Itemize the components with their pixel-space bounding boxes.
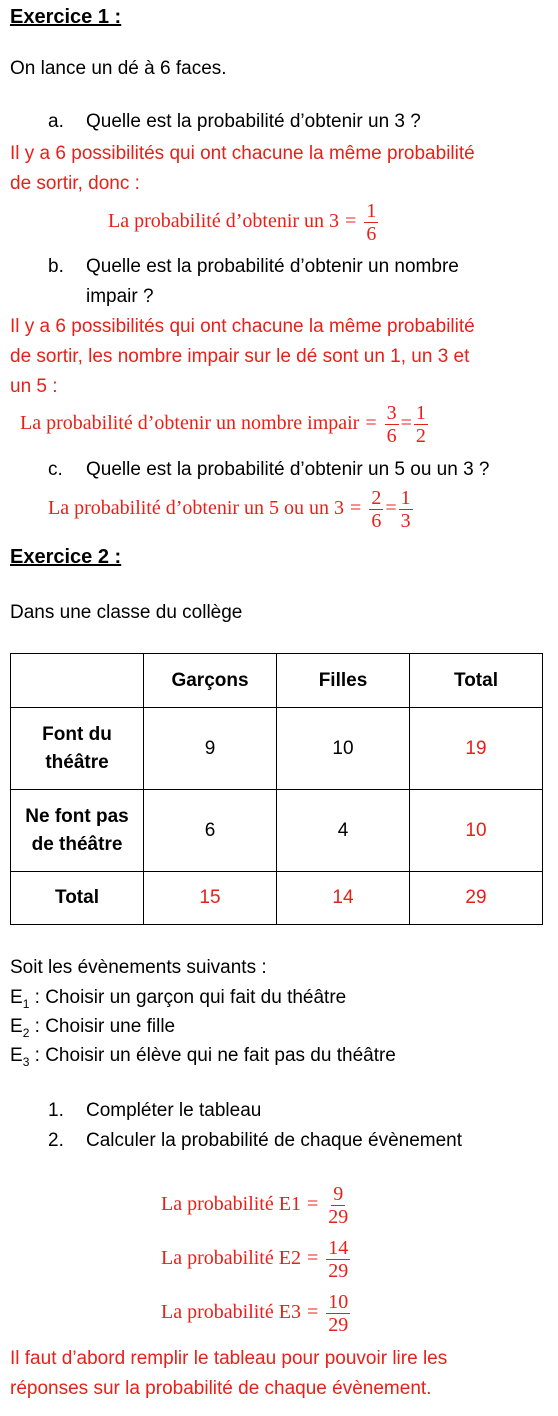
question-a-letter: a. — [48, 111, 64, 132]
event-3: $E_3$ : Choisir un élève qui ne fait pas du théâtre — [10, 1045, 396, 1069]
exercise-2-title: Exercice 2 : — [10, 546, 122, 568]
table-total-row — [11, 872, 543, 925]
answer-b-line2: de sortir, les nombre impair sur le dé sont un 1, un 3 et — [10, 346, 470, 367]
exercise-2-intro: Dans une classe du collège — [10, 602, 243, 623]
probability-e2: La probabilité E2 = $\frac{14}{29}$ — [161, 1237, 349, 1282]
table-header-cell: Garçons — [144, 654, 277, 708]
table-cell: 14 — [277, 872, 410, 925]
exercise-1-intro: On lance un dé à 6 faces. — [10, 58, 227, 79]
table-cell: 10 — [277, 708, 410, 790]
table-cell: 9 — [144, 708, 277, 790]
equation-b: La probabilité d’obtenir un nombre impair = $\frac{3}{6}$ = $\frac{1}{2}$ — [20, 402, 426, 447]
answer-b-line1: Il y a 6 possibilités qui ont chacune la même probabilité — [10, 316, 475, 337]
probability-e1: La probabilité E1 = $\frac{9}{29}$ — [161, 1183, 349, 1228]
question-a: Quelle est la probabilité d’obtenir un 3 ? — [86, 111, 421, 132]
events-intro: Soit les évènements suivants : — [10, 957, 267, 978]
question-c-letter: c. — [48, 459, 63, 480]
table-cell: 10 — [410, 790, 543, 872]
probability-e3: La probabilité E3 = $\frac{10}{29}$ — [161, 1291, 349, 1336]
answer-a-line2: de sortir, donc : — [10, 173, 140, 194]
question-b-line2: impair ? — [86, 286, 154, 307]
answer-b-line3: un 5 : — [10, 376, 58, 397]
fraction: $\frac{10}{29}$ — [328, 1291, 349, 1336]
table-row-label: Font du théâtre — [11, 708, 144, 790]
table-cell: 29 — [410, 872, 543, 925]
fraction: $\frac{1}{6}$ — [366, 200, 377, 245]
final-note-line2: réponses sur la probabilité de chaque évènement. — [10, 1378, 432, 1399]
fraction: $\frac{9}{29}$ — [328, 1183, 349, 1228]
question-b-line1: Quelle est la probabilité d’obtenir un nombre — [86, 256, 459, 277]
equation-a-label: La probabilité d’obtenir un 3 — [108, 210, 340, 233]
fraction: $\frac{2}{6}$ — [371, 487, 382, 532]
table-header-row — [11, 654, 543, 708]
task-2: Calculer la probabilité de chaque évènement — [86, 1130, 463, 1151]
fraction: $\frac{1}{2}$ — [415, 402, 426, 447]
fraction: $\frac{1}{3}$ — [400, 487, 411, 532]
equation-c: La probabilité d’obtenir un 5 ou un 3 = $\frac{2}{6}$ = $\frac{1}{3}$ — [48, 487, 411, 532]
equation-a: La probabilité d’obtenir un 3 = $\frac{1}{6}$ — [108, 200, 377, 245]
table-cell: 4 — [277, 790, 410, 872]
table-cell: 15 — [144, 872, 277, 925]
table-row-label: Ne font pas de théâtre — [11, 790, 144, 872]
answer-a-line1: Il y a 6 possibilités qui ont chacune la même probabilité — [10, 143, 475, 164]
task-1: Compléter le tableau — [86, 1100, 262, 1121]
table-header-cell: Filles — [277, 654, 410, 708]
question-b-letter: b. — [48, 256, 64, 277]
table-header-cell: Total — [410, 654, 543, 708]
event-1: $E_1$ : Choisir un garçon qui fait du théâtre — [10, 987, 347, 1011]
table-cell: 6 — [144, 790, 277, 872]
fraction: $\frac{14}{29}$ — [328, 1237, 349, 1282]
exercise-1-title: Exercice 1 : — [10, 6, 122, 28]
table-cell: 19 — [410, 708, 543, 790]
question-c: Quelle est la probabilité d’obtenir un 5 ou un 3 ? — [86, 459, 490, 480]
table-row-label: Total — [11, 872, 144, 925]
task-1-number: 1. — [48, 1100, 64, 1121]
final-note-line1: Il faut d’abord remplir le tableau pour pouvoir lire les — [10, 1348, 448, 1369]
fraction: $\frac{3}{6}$ — [386, 402, 397, 447]
equation-b-label: La probabilité d’obtenir un nombre impair — [20, 412, 360, 435]
task-2-number: 2. — [48, 1130, 64, 1151]
table-header-cell — [11, 654, 144, 708]
data-table — [10, 653, 543, 925]
table-row — [11, 708, 543, 790]
table-row — [11, 790, 543, 872]
equation-c-label: La probabilité d’obtenir un 5 ou un 3 — [48, 497, 345, 520]
event-2: $E_2$ : Choisir une fille — [10, 1016, 176, 1040]
